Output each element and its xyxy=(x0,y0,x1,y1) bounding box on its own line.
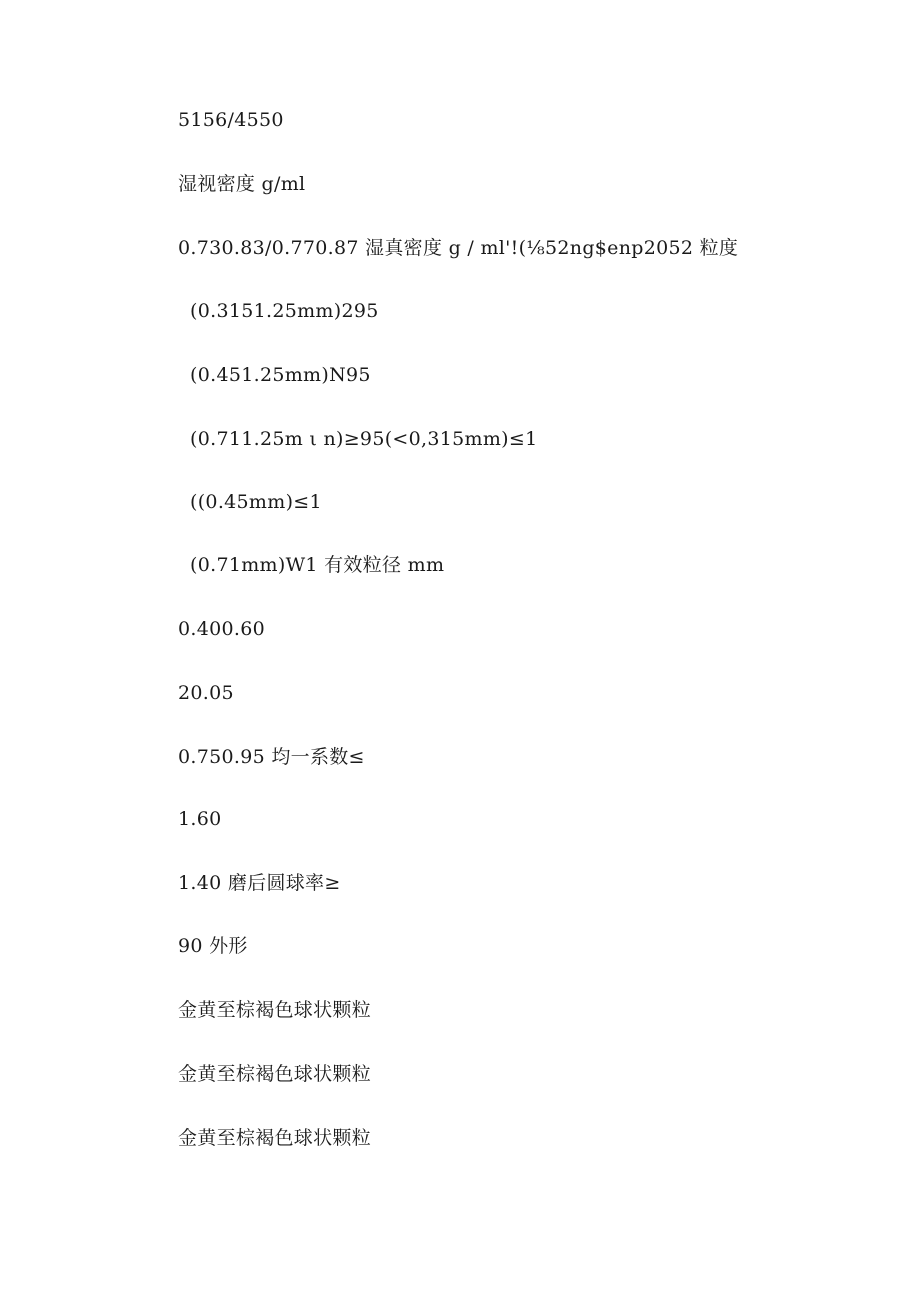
text-line: 金黄至棕褐色球状颗粒 xyxy=(178,1127,372,1149)
text-line: 0.400.60 xyxy=(178,618,266,640)
text-line: 1.40 磨后圆球率≥ xyxy=(178,872,341,894)
text-line: 90 外形 xyxy=(178,935,248,957)
text-line: 金黄至棕褐色球状颗粒 xyxy=(178,999,372,1021)
text-line: 0.730.83/0.770.87 湿真密度 g / ml'!(⅛52ng$enp2052 粒度 xyxy=(178,237,739,259)
text-line: (0.3151.25mm)295 xyxy=(190,300,379,322)
text-line: (0.711.25m ι n)≥95(<0,315mm)≤1 xyxy=(190,428,538,450)
text-line: ((0.45mm)≤1 xyxy=(190,491,322,513)
text-line: (0.71mm)W1 有效粒径 mm xyxy=(190,554,445,576)
text-line: (0.451.25mm)N95 xyxy=(190,364,371,386)
text-line: 1.60 xyxy=(178,808,222,830)
text-line: 20.05 xyxy=(178,682,234,704)
text-line: 0.750.95 均一系数≤ xyxy=(178,746,365,768)
text-line: 5156/4550 xyxy=(178,109,284,131)
text-line: 湿视密度 g/ml xyxy=(178,173,306,195)
text-line: 金黄至棕褐色球状颗粒 xyxy=(178,1063,372,1085)
